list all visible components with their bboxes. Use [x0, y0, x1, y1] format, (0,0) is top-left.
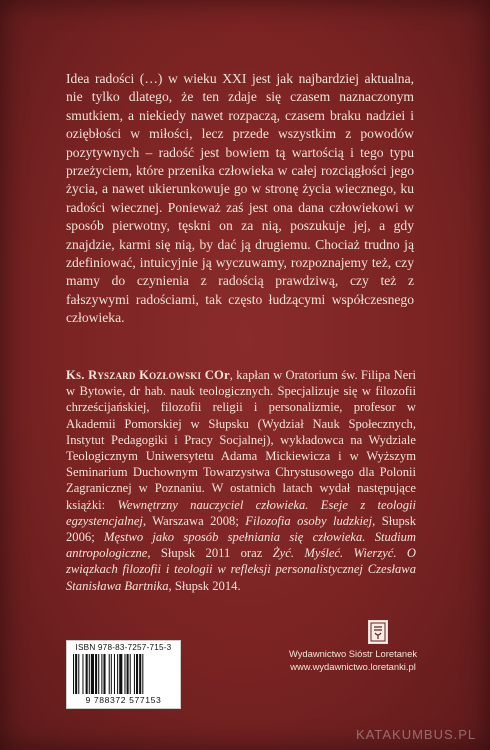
publisher-name: Wydawnictwo Sióstr Loretanek: [288, 648, 418, 659]
bio-text-5: , Słupsk 2014.: [168, 578, 241, 593]
author-suffix: COr: [201, 368, 230, 382]
bio-text-4: , Słupsk 2011 oraz: [147, 546, 273, 561]
author-name: [66, 368, 230, 382]
author-bio: [66, 367, 416, 594]
barcode-icon: [73, 654, 174, 694]
bio-text-1: , kapłan w Oratorium św. Filipa Neri w Bytowie, dr hab. nauk teologicznych. Specjalizuje się w filozofii chrześcijańskiej, filozofii religii i personalizmie, profesor w Akademii Pomorskiej w Słupsku (Wydział Nauk Społecznych, Instytut Pedagogiki i Pracy Socjalnej), wykładowca na Wydziale Teologicznym Uniwersytetu Adama Mickiewicza i w Wyższym Seminarium Duchownym Towarzystwa Chrystusowego dla Polonii Zagranicznej w Poznaniu. W ostatnich latach wydał następujące książki:: [66, 368, 416, 512]
bio-text-3: , Słupsk 2006;: [66, 513, 417, 545]
barcode-digits: 9 788372 577153: [85, 695, 162, 705]
isbn-number: ISBN 978-83-7257-715-3: [75, 643, 172, 652]
watermark: KATAKUMBUS.PL: [356, 727, 477, 742]
bio-text-2: , Warszawa 2008;: [142, 513, 246, 528]
barcode-label: [66, 640, 181, 709]
author-prefix: Ks.: [66, 368, 89, 382]
author-fullname: Ryszard Kozłowski: [88, 368, 202, 382]
book-title-4: Żyć. Myśleć. Wierzyć. O związkach filozofii i teologii w refleksji personalistycznej Czesława Stanisława Bartnika: [66, 546, 416, 593]
book-title-3: Męstwo jako sposób spełniania się człowieka. Studium antropologiczne: [66, 530, 416, 561]
publisher-logo-icon: [368, 620, 388, 644]
publisher-info: [258, 648, 448, 673]
publisher-url: www.wydawnictwo.loretanki.pl: [290, 660, 416, 672]
blurb-text: Idea radości (…) w wieku XXI jest jak najbardziej aktualna, nie tylko dlatego, że ten zdaje się czasem naznaczonym smutkiem, a niekiedy nawet rozpaczą, czasem braku nadziei i oziębłości w miłości, lecz przede wszystkim z powodów pozytywnych – radość jest bowiem tą wartością i tego typu przeżyciem, które przenika człowieka w całej rozciągłości jego życia, a nawet ukierunkowuje go w stronę życia wiecznego, ku radości wiecznej. Ponieważ zaś jest ona dana człowiekowi w sposób pierwotny, tęskni on za nią, poszukuje jej, a gdy znajdzie, karmi się nią, by dać ją drugiemu. Chociaż trudno ją zdefiniować, intuicyjnie ją wyczuwamy, rozpoznajemy też, czy mamy do czynienia z radością prawdziwą, czy też z fałszywymi radościami, tak często łudzącymi współczesnego człowieka.: [66, 71, 414, 326]
book-title-1: Wewnętrzny nauczyciel człowieka. Eseje z teologii egzystencjalnej: [66, 497, 417, 528]
book-title-2: Filozofia osoby ludzkiej: [245, 513, 373, 528]
